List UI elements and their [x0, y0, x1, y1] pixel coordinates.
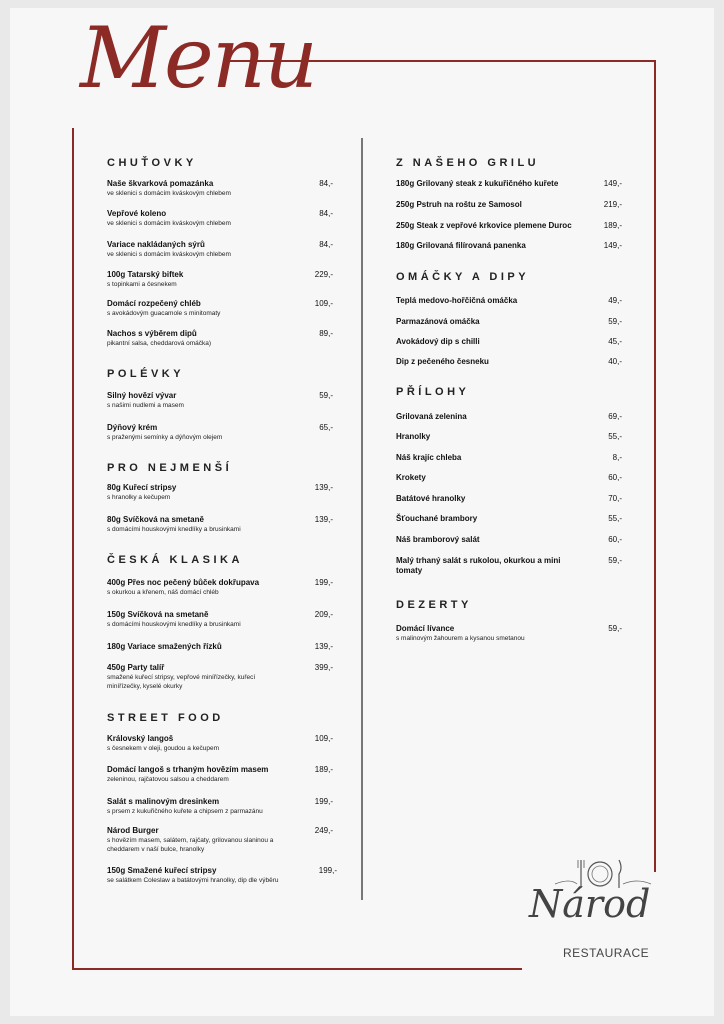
menu-item: [396, 514, 622, 524]
logo-script-text: Národ: [529, 882, 651, 926]
item-desc: ve sklenici s domácím kváskovým chlebem: [107, 251, 231, 258]
menu-item: [396, 494, 622, 504]
item-name: Národ Burger: [107, 826, 159, 835]
item-name: Grilovaná zelenina: [396, 412, 467, 421]
item-price: 59,-: [319, 391, 333, 400]
section-title-prilohy: PŘÍLOHY: [396, 386, 470, 398]
item-name: Domácí langoš s trhaným hovězím masem: [107, 765, 269, 774]
item-price: 84,-: [319, 179, 333, 188]
item-price: 84,-: [319, 240, 333, 249]
item-price: 189,-: [314, 765, 333, 774]
menu-item: [107, 578, 333, 598]
item-name: Batátové hranolky: [396, 494, 466, 503]
item-price: 49,-: [608, 296, 622, 305]
item-price: 89,-: [319, 329, 333, 338]
section-title-z-naseho-grilu: Z NAŠEHO GRILU: [396, 157, 540, 169]
menu-item: [396, 556, 622, 576]
item-desc: s avokádovým guacamole s minitomaty: [107, 310, 221, 317]
menu-item: [396, 412, 622, 422]
item-price: 60,-: [608, 535, 622, 544]
item-price: 55,-: [608, 514, 622, 523]
item-name: Hranolky: [396, 432, 431, 441]
item-price: 139,-: [314, 515, 333, 524]
menu-item: [107, 797, 333, 817]
item-name: Královský langoš: [107, 734, 174, 743]
menu-item: [107, 610, 333, 630]
item-name: Silný hovězí vývar: [107, 391, 177, 400]
item-price: 45,-: [608, 337, 622, 346]
item-desc: se salátkem Coleslaw a batátovými hranolky, dip dle výběru: [107, 877, 279, 884]
menu-page: [10, 8, 714, 1016]
section-title-polevky: POLÉVKY: [107, 368, 185, 380]
item-name: Malý trhaný salát s rukolou, okurkou a mini tomaty: [396, 556, 561, 575]
menu-item: [107, 240, 333, 260]
item-name: 250g Steak z vepřové krkovice plemene Duroc: [396, 221, 572, 230]
item-price: 59,-: [608, 556, 622, 565]
item-price: 199,-: [314, 578, 333, 587]
item-name: Naše škvarková pomazánka: [107, 179, 214, 188]
item-price: 55,-: [608, 432, 622, 441]
item-price: 60,-: [608, 473, 622, 482]
restaurant-logo: [525, 854, 665, 964]
item-desc: s malinovým žahourem a kysanou smetanou: [396, 635, 525, 642]
menu-item: [107, 329, 333, 349]
item-desc: s našimi nudlemi a masem: [107, 402, 184, 409]
item-name: 180g Grilovaná filírovaná panenka: [396, 241, 526, 250]
item-price: 40,-: [608, 357, 622, 366]
item-name: 100g Tatarský biftek: [107, 270, 184, 279]
item-name: Dýňový krém: [107, 423, 158, 432]
item-name: 250g Pstruh na roštu ze Samosol: [396, 200, 522, 209]
item-price: 109,-: [314, 299, 333, 308]
menu-item: [107, 179, 333, 199]
menu-item: [107, 826, 333, 854]
item-name: Dip z pečeného česneku: [396, 357, 489, 366]
item-desc: s prsem z kukuřičného kuřete a chipsem z parmazánu: [107, 808, 263, 815]
item-price: 139,-: [314, 483, 333, 492]
frame-line-right: [654, 60, 656, 872]
item-desc: s česnekem v oleji, goudou a kečupem: [107, 745, 220, 752]
item-desc: s hranolky a kečupem: [107, 494, 171, 501]
item-price: 219,-: [603, 200, 622, 209]
item-name: Parmazánová omáčka: [396, 317, 480, 326]
menu-item: [107, 642, 333, 652]
frame-line-bottom: [72, 968, 522, 970]
item-name: 150g Smažené kuřecí stripsy: [107, 866, 217, 875]
item-name: Vepřové koleno: [107, 209, 167, 218]
menu-item: [396, 453, 622, 463]
section-title-pro-nejmensi: PRO NEJMENŠÍ: [107, 462, 233, 474]
item-name: Náš krajíc chleba: [396, 453, 462, 462]
item-name: 400g Přes noc pečený bůček dokřupava: [107, 578, 260, 587]
item-name: 80g Svíčková na smetaně: [107, 515, 204, 524]
item-price: 65,-: [319, 423, 333, 432]
menu-item: [396, 357, 622, 367]
item-price: 84,-: [319, 209, 333, 218]
item-desc: s domácími houskovými knedlíky a brusinkami: [107, 621, 241, 628]
menu-item: [396, 179, 622, 189]
item-name: Domácí lívance: [396, 624, 455, 633]
item-price: 399,-: [314, 663, 333, 672]
item-price: 229,-: [314, 270, 333, 279]
logo-subtitle: RESTAURACE: [563, 946, 650, 960]
menu-item: [107, 483, 333, 503]
item-price: 70,-: [608, 494, 622, 503]
item-name: 150g Svíčková na smetaně: [107, 610, 209, 619]
item-desc: pikantní salsa, cheddarová omáčka): [107, 340, 212, 347]
item-price: 139,-: [314, 642, 333, 651]
section-title-ceska-klasika: ČESKÁ KLASIKA: [107, 554, 243, 566]
item-price: 249,-: [314, 826, 333, 835]
section-title-dezerty: DEZERTY: [396, 599, 472, 611]
menu-item: [107, 423, 333, 443]
item-price: 8,-: [612, 453, 622, 462]
item-desc: s okurkou a křenem, náš domácí chléb: [107, 589, 219, 596]
item-name: Nachos s výběrem dipů: [107, 329, 197, 338]
item-name: 80g Kuřecí stripsy: [107, 483, 177, 492]
menu-item: [396, 473, 622, 483]
menu-item: [107, 209, 333, 229]
column-divider: [361, 138, 363, 900]
item-price: 149,-: [603, 241, 622, 250]
menu-item: [107, 734, 333, 754]
menu-item: [396, 296, 622, 306]
menu-item: [396, 200, 622, 210]
section-title-omacky-a-dipy: OMÁČKY A DIPY: [396, 271, 530, 283]
item-desc: ve sklenici s domácím kváskovým chlebem: [107, 220, 231, 227]
item-desc: zeleninou, rajčatovou salsou a cheddarem: [107, 776, 229, 783]
item-price: 59,-: [608, 317, 622, 326]
menu-item: [396, 221, 622, 231]
item-price: 109,-: [314, 734, 333, 743]
item-desc: s praženými semínky a dýňovým olejem: [107, 434, 223, 441]
menu-item: [107, 866, 337, 886]
menu-item: [107, 663, 333, 691]
item-name: 450g Party talíř: [107, 663, 165, 672]
item-price: 149,-: [603, 179, 622, 188]
menu-item: [107, 765, 333, 785]
menu-item: [107, 299, 333, 319]
section-title-chutovky: CHUŤOVKY: [107, 157, 197, 169]
menu-item: [107, 515, 333, 535]
item-name: 180g Variace smažených řízků: [107, 642, 222, 651]
menu-item: [396, 535, 622, 545]
item-name: Krokety: [396, 473, 426, 482]
item-name: Teplá medovo-hořčičná omáčka: [396, 296, 518, 305]
section-title-street-food: STREET FOOD: [107, 712, 224, 724]
menu-item: [396, 317, 622, 327]
item-name: Náš bramborový salát: [396, 535, 480, 544]
menu-item: [107, 391, 333, 411]
item-desc: ve sklenici s domácím kváskovým chlebem: [107, 190, 231, 197]
menu-item: [396, 432, 622, 442]
item-name: Salát s malinovým dresinkem: [107, 797, 220, 806]
item-price: 199,-: [318, 866, 337, 875]
item-name: Avokádový dip s chilli: [396, 337, 480, 346]
menu-item: [396, 241, 622, 251]
menu-item: [396, 624, 622, 644]
item-name: 180g Grilovaný steak z kukuřičného kuřete: [396, 179, 559, 188]
item-name: Šťouchané brambory: [396, 514, 478, 523]
item-price: 199,-: [314, 797, 333, 806]
menu-item: [396, 337, 622, 347]
item-desc: s topinkami a česnekem: [107, 281, 177, 288]
frame-line-left: [72, 128, 74, 970]
item-desc: s hovězím masem, salátem, rajčaty, grilovanou slaninou a cheddarem v naší bulce, hranolky: [107, 837, 274, 853]
menu-title: Menu: [80, 9, 316, 107]
item-price: 69,-: [608, 412, 622, 421]
item-price: 209,-: [314, 610, 333, 619]
item-desc: s domácími houskovými knedlíky a brusinkami: [107, 526, 241, 533]
item-desc: smažené kuřecí stripsy, vepřové minířízečky, kuřecí minířízečky, kyselé okurky: [107, 674, 256, 690]
item-name: Variace nakládaných sýrů: [107, 240, 205, 249]
item-price: 189,-: [603, 221, 622, 230]
item-name: Domácí rozpečený chléb: [107, 299, 201, 308]
item-price: 59,-: [608, 624, 622, 633]
menu-item: [107, 270, 333, 290]
